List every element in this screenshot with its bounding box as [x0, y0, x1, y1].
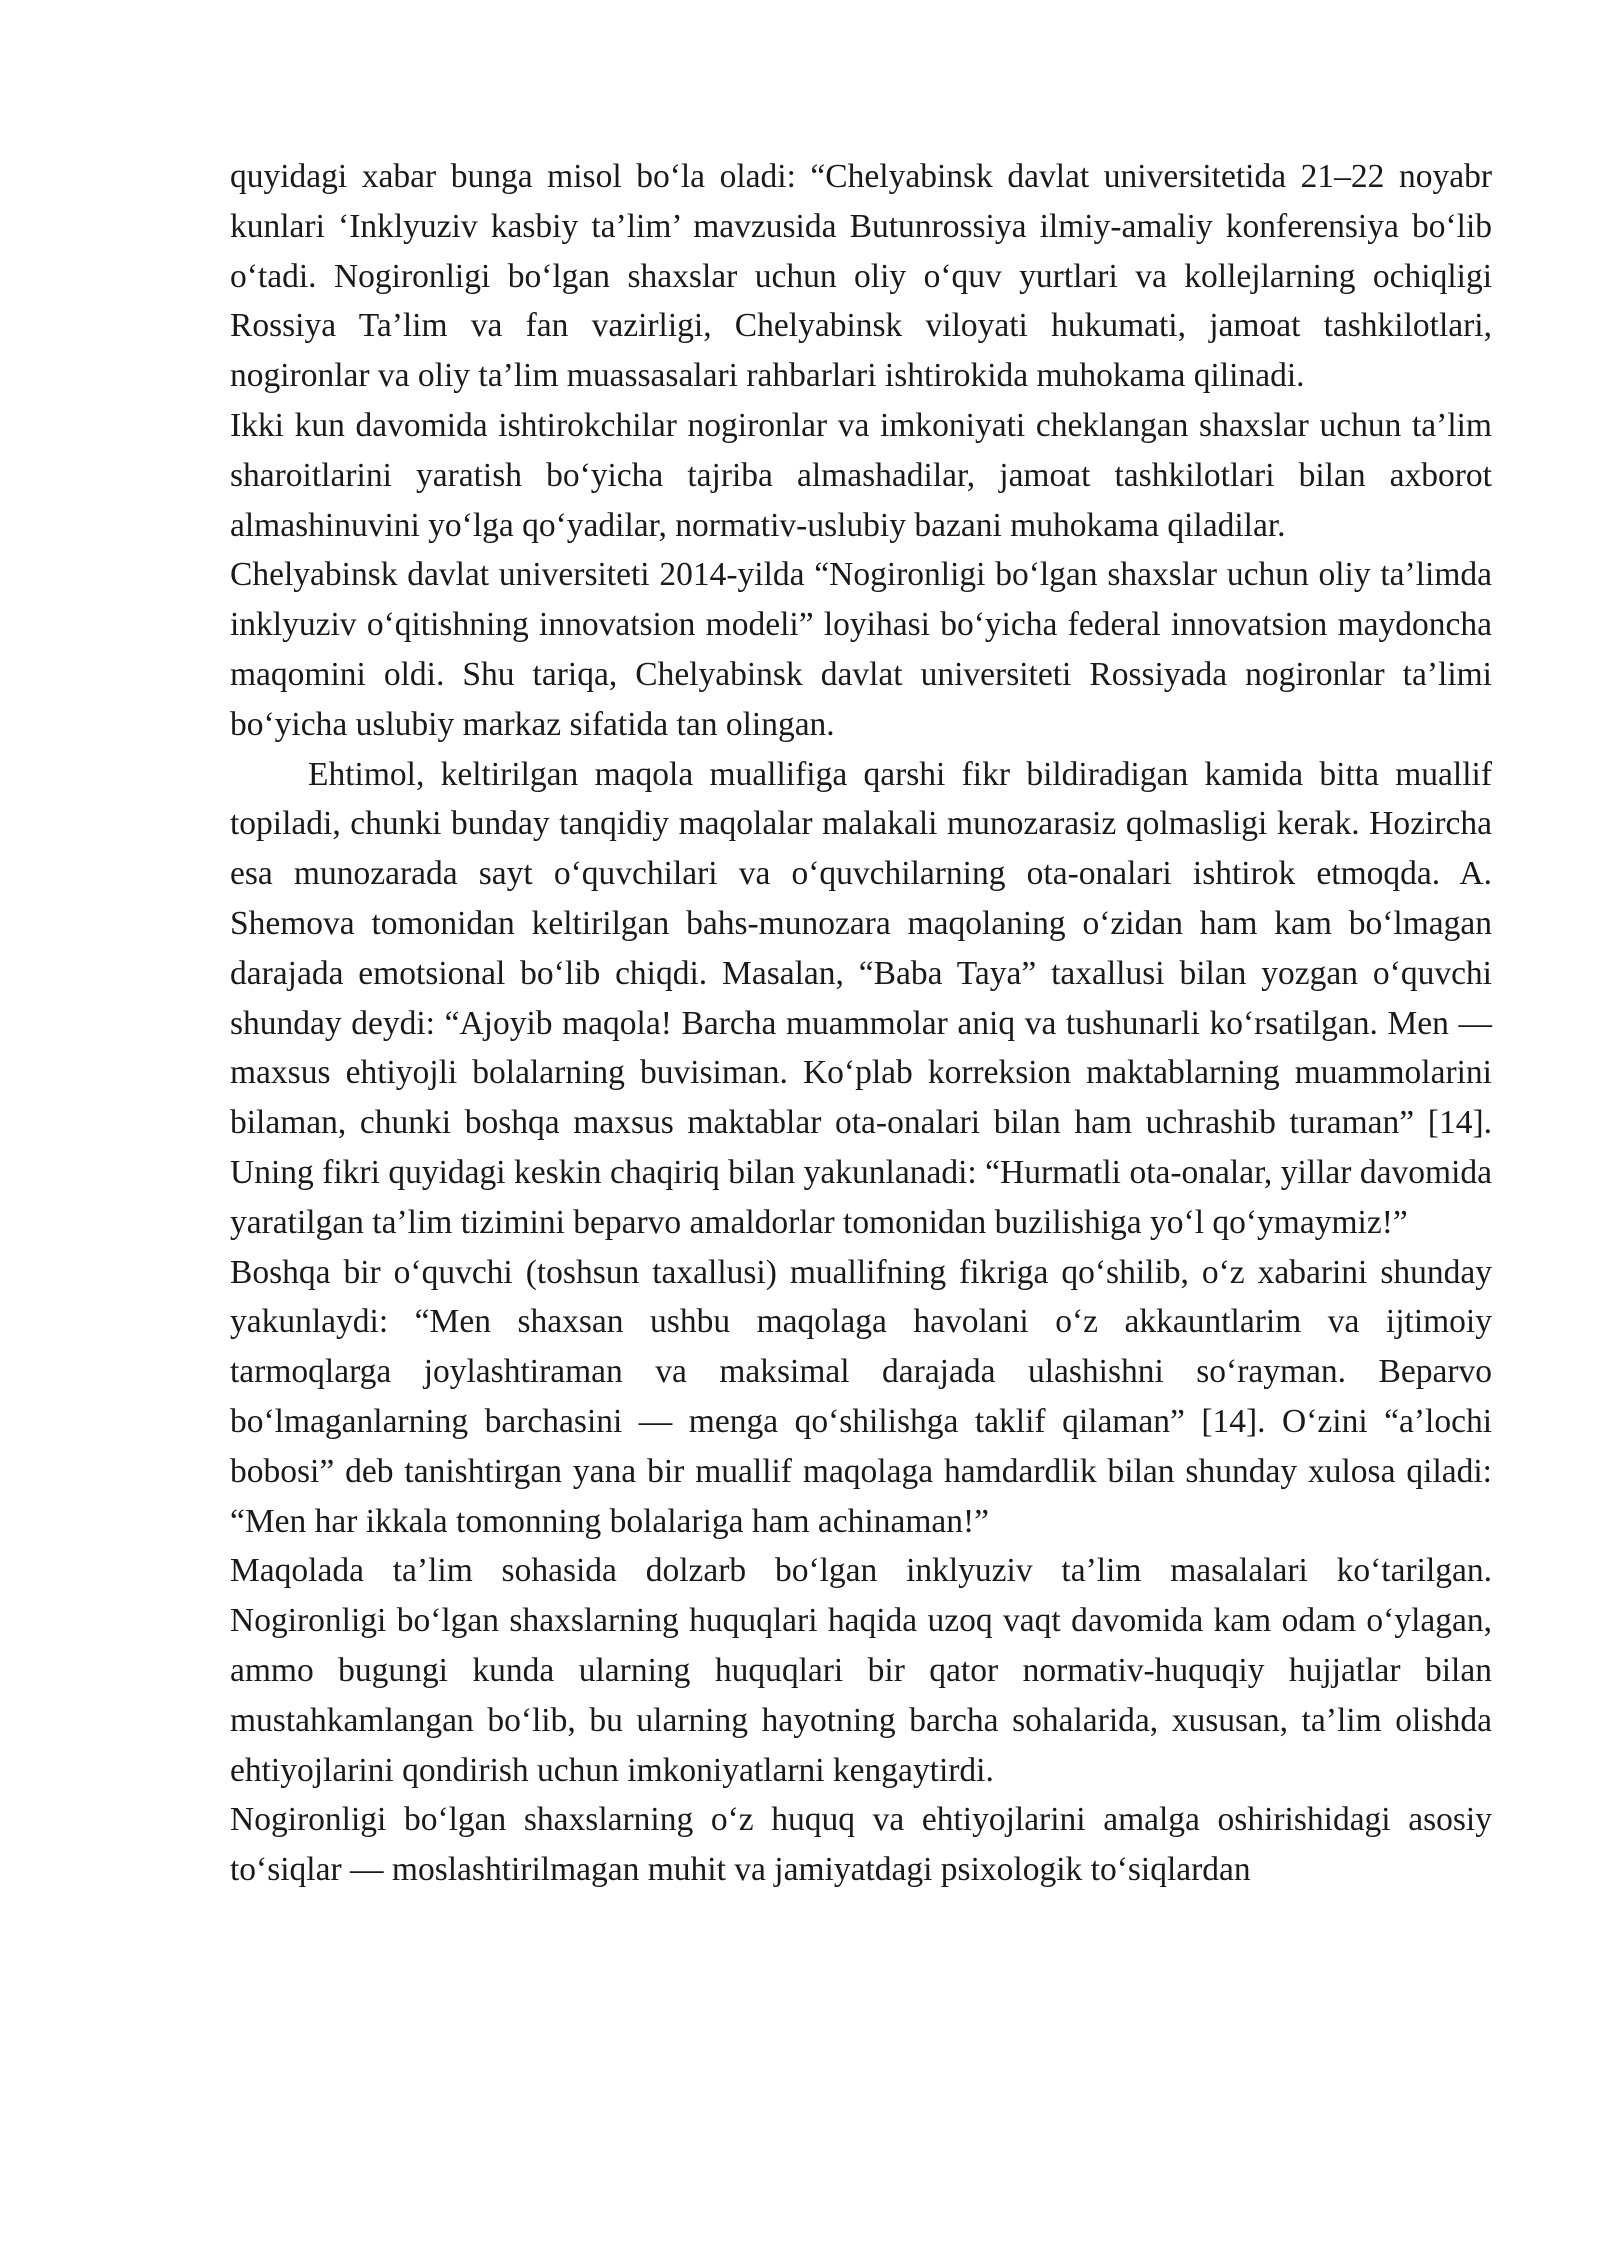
- paragraph-discussion: Ehtimol, keltirilgan maqola muallifiga qarshi fikr bildiradigan kamida bitta muallif topiladi, chunki bunday tanqidiy maqolalar malakali munozarasiz qolmasligi kerak. Hozircha esa munozarada sayt o‘quvchilari va o‘quvchilarning ota-onalari ishtirok etmoqda. A. Shemova tomonidan keltirilgan bahs-munozara maqolaning o‘zidan ham kam bo‘lmagan darajada emotsional bo‘lib chiqdi. Masalan, “Baba Taya” taxallusi bilan yozgan o‘quvchi shunday deydi: “Ajoyib maqola! Barcha muammolar aniq va tushunarli ko‘rsatilgan. Men — maxsus ehtiyojli bolalarning buvisiman. Ko‘plab korreksion maktablarning muammolarini bilaman, chunki boshqa maxsus maktablar ota-onalari bilan ham uchrashib turaman” [14]. Uning fikri quyidagi keskin chaqiriq bilan yakunlanadi: “Hurmatli ota-onalar, yillar davomida yaratilgan ta’lim tizimini beparvo amaldorlar tomonidan buzilishiga yo‘l qo‘ymaymiz!”: [230, 755, 1492, 1241]
- paragraph-participants: Ikki kun davomida ishtirokchilar nogironlar va imkoniyati cheklangan shaxslar uchun ta’lim sharoitlarini yaratish bo‘yicha tajriba almashadilar, jamoat tashkilotlari bilan axborot almashinuvini yo‘lga qo‘yadilar, normativ-uslubiy bazani muhokama qiladilar.: [230, 406, 1492, 544]
- paragraph-reader-comments: Boshqa bir o‘quvchi (toshsun taxallusi) muallifning fikriga qo‘shilib, o‘z xabarini shunday yakunlaydi: “Men shaxsan ushbu maqolaga havolani o‘z akkauntlarim va ijtimoiy tarmoqlarga joylashtiraman va maksimal darajada ulashishni so‘rayman. Beparvo bo‘lmaganlarning barchasini — menga qo‘shilishga taklif qilaman” [14]. O‘zini “a’lochi bobosi” deb tanishtirgan yana bir muallif maqolaga hamdardlik bilan shunday xulosa qiladi: “Men har ikkala tomonning bolalariga ham achinaman!”: [230, 1253, 1492, 1540]
- document-page: [230, 152, 1492, 1895]
- paragraph-inclusive-education: Maqolada ta’lim sohasida dolzarb bo‘lgan inklyuziv ta’lim masalalari ko‘tarilgan. Nogironligi bo‘lgan shaxslarning huquqlari haqida uzoq vaqt davomida kam odam o‘ylagan, ammo bugungi kunda ularning huquqlari bir qator normativ-huquqiy hujjatlar bilan mustahkamlangan bo‘lib, bu ularning hayotning barcha sohalarida, xususan, ta’lim olishda ehtiyojlarini qondirish uchun imkoniyatlarni kengaytirdi.: [230, 1552, 1492, 1789]
- paragraph-barriers: Nogironligi bo‘lgan shaxslarning o‘z huquq va ehtiyojlarini amalga oshirishidagi asosiy to‘siqlar — moslashtirilmagan muhit va jamiyatdagi psixologik to‘siqlardan: [230, 1801, 1492, 1889]
- paragraph-conference-news: quyidagi xabar bunga misol bo‘la oladi: “Chelyabinsk davlat universitetida 21–22 noyabr kunlari ‘Inklyuziv kasbiy ta’lim’ mavzusida Butunrossiya ilmiy-amaliy konferensiya bo‘lib o‘tadi. Nogironligi bo‘lgan shaxslar uchun oliy o‘quv yurtlari va kollejlarning ochiqligi Rossiya Ta’lim va fan vazirligi, Chelyabinsk viloyati hukumati, jamoat tashkilotlari, nogironlar va oliy ta’lim muassasalari rahbarlari ishtirokida muhokama qilinadi.: [230, 158, 1492, 395]
- paragraph-university-status: Chelyabinsk davlat universiteti 2014-yilda “Nogironligi bo‘lgan shaxslar uchun oliy ta’limda inklyuziv o‘qitishning innovatsion modeli” loyihasi bo‘yicha federal innovatsion maydoncha maqomini oldi. Shu tariqa, Chelyabinsk davlat universiteti Rossiyada nogironlar ta’limi bo‘yicha uslubiy markaz sifatida tan olingan.: [230, 556, 1492, 743]
